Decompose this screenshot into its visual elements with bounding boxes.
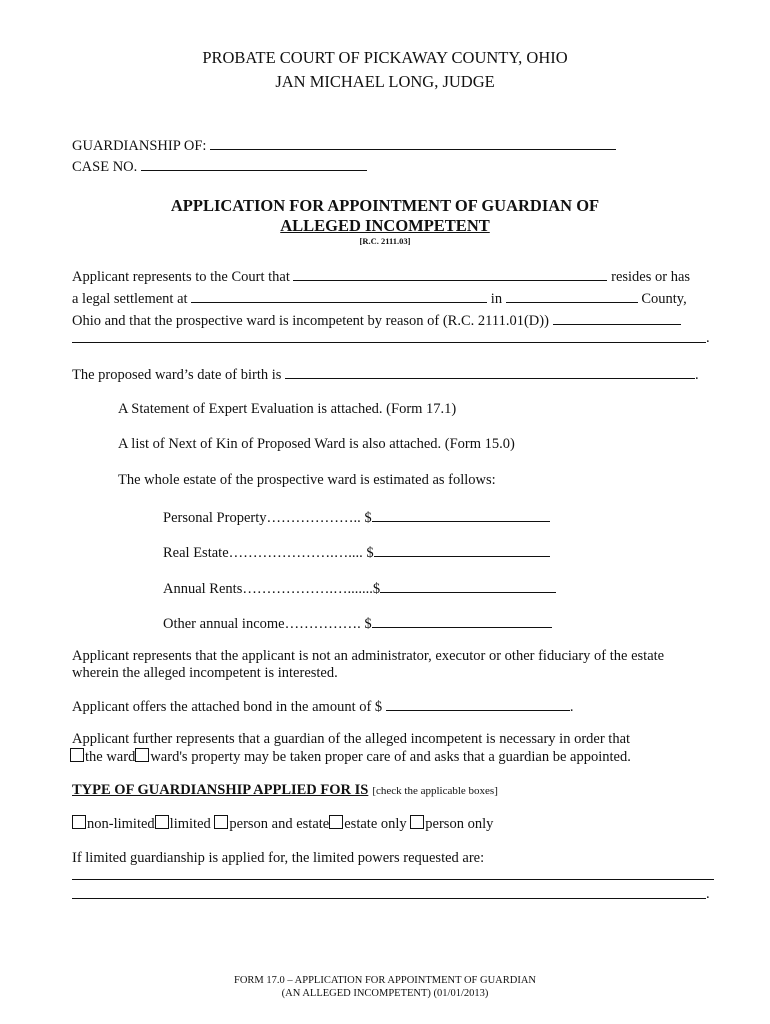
other-income-label: Other annual income……………. $ bbox=[163, 616, 372, 632]
other-income-field[interactable] bbox=[372, 613, 552, 628]
annual-rents-row bbox=[163, 578, 556, 598]
non-limited-checkbox[interactable] bbox=[72, 815, 86, 829]
settlement-address-field[interactable] bbox=[191, 288, 487, 303]
next-of-kin-statement: A list of Next of Kin of Proposed Ward is also attached. (Form 15.0) bbox=[118, 436, 515, 452]
option-person-only[interactable] bbox=[410, 815, 493, 833]
personal-property-label: Personal Property……………….. $ bbox=[163, 510, 372, 526]
guardianship-type-hint: [check the applicable boxes] bbox=[372, 785, 498, 797]
guardianship-of-label: GUARDIANSHIP OF: bbox=[72, 138, 207, 154]
annual-rents-field[interactable] bbox=[380, 578, 556, 593]
necessary-line2 bbox=[70, 748, 631, 766]
person-and-estate-checkbox[interactable] bbox=[214, 815, 228, 829]
not-fiduciary-line1: Applicant represents that the applicant is not an administrator, executor or other fiduciary of the estate bbox=[72, 648, 665, 664]
limited-powers-line1[interactable] bbox=[72, 879, 714, 880]
representation-line3: Ohio and that the prospective ward is incompetent by reason of (R.C. 2111.01(D)) bbox=[72, 310, 681, 330]
wards-property-checkbox[interactable] bbox=[135, 748, 149, 762]
guardianship-type-heading: TYPE OF GUARDIANSHIP APPLIED FOR IS bbox=[72, 782, 369, 798]
option-person-and-estate[interactable] bbox=[214, 815, 329, 833]
real-estate-label: Real Estate………………….….... $ bbox=[163, 545, 374, 561]
limited-powers-period: . bbox=[706, 886, 710, 902]
applicant-name-field[interactable] bbox=[293, 266, 607, 281]
form-title-line1: APPLICATION FOR APPOINTMENT OF GUARDIAN OF bbox=[170, 196, 600, 215]
incompetence-reason-field[interactable] bbox=[553, 310, 681, 325]
person-only-checkbox[interactable] bbox=[410, 815, 424, 829]
expert-evaluation-statement: A Statement of Expert Evaluation is attached. (Form 17.1) bbox=[118, 401, 457, 417]
representation-line2: a legal settlement at in County, bbox=[72, 288, 687, 308]
judge-name: JAN MICHAEL LONG, JUDGE bbox=[275, 72, 495, 91]
estate-only-label: estate only bbox=[344, 816, 407, 832]
form-footer-line1: FORM 17.0 – APPLICATION FOR APPOINTMENT OF GUARDIAN bbox=[233, 975, 536, 986]
person-and-estate-label: person and estate bbox=[229, 816, 330, 832]
other-income-row bbox=[163, 613, 552, 633]
county-field[interactable] bbox=[506, 288, 638, 303]
dob-row: The proposed ward’s date of birth is . bbox=[72, 364, 699, 384]
case-number-field[interactable] bbox=[141, 156, 367, 171]
limited-label: limited bbox=[169, 816, 211, 832]
wards-property-label: ward's property may be taken proper care of and asks that a guardian be appointed. bbox=[150, 749, 631, 765]
reason-period: . bbox=[706, 330, 710, 346]
bond-label: Applicant offers the attached bond in the amount of $ bbox=[72, 699, 383, 715]
person-only-label: person only bbox=[425, 816, 494, 832]
estate-only-checkbox[interactable] bbox=[329, 815, 343, 829]
case-number-row bbox=[72, 156, 367, 176]
representation-line1: Applicant represents to the Court that resides or has bbox=[72, 266, 690, 286]
guardianship-type-options bbox=[72, 815, 493, 833]
limited-powers-line2[interactable] bbox=[72, 898, 706, 899]
option-non-limited[interactable] bbox=[72, 815, 155, 833]
guardianship-type-heading-row bbox=[72, 781, 498, 799]
limited-powers-label: If limited guardianship is applied for, the limited powers requested are: bbox=[72, 850, 485, 866]
non-limited-label: non-limited bbox=[87, 816, 155, 832]
statute-reference: [R.C. 2111.03] bbox=[359, 236, 411, 246]
form-title-line2: ALLEGED INCOMPETENT bbox=[280, 216, 490, 235]
real-estate-field[interactable] bbox=[374, 542, 550, 557]
personal-property-row bbox=[163, 507, 550, 527]
dob-label: The proposed ward’s date of birth is bbox=[72, 367, 282, 383]
court-name: PROBATE COURT OF PICKAWAY COUNTY, OHIO bbox=[202, 48, 568, 67]
necessary-line1: Applicant further represents that a guardian of the alleged incompetent is necessary in order that bbox=[72, 731, 631, 747]
option-limited[interactable] bbox=[155, 815, 211, 833]
estate-intro: The whole estate of the prospective ward is estimated as follows: bbox=[118, 472, 496, 488]
bond-row: Applicant offers the attached bond in the amount of $ . bbox=[72, 696, 573, 716]
not-fiduciary-line2: wherein the alleged incompetent is interested. bbox=[72, 665, 338, 681]
incompetence-reason-continued-line[interactable] bbox=[72, 342, 706, 343]
the-ward-label: the ward bbox=[85, 749, 136, 765]
case-number-label: CASE NO. bbox=[72, 159, 138, 175]
personal-property-field[interactable] bbox=[372, 507, 550, 522]
limited-checkbox[interactable] bbox=[155, 815, 169, 829]
the-ward-checkbox[interactable] bbox=[70, 748, 84, 762]
bond-amount-field[interactable] bbox=[386, 696, 570, 711]
real-estate-row bbox=[163, 542, 550, 562]
guardianship-of-row bbox=[72, 135, 616, 155]
dob-field[interactable] bbox=[285, 364, 695, 379]
form-footer-line2: (AN ALLEGED INCOMPETENT) (01/01/2013) bbox=[281, 988, 489, 999]
option-estate-only[interactable] bbox=[329, 815, 406, 833]
annual-rents-label: Annual Rents……………….….......$ bbox=[163, 581, 381, 597]
guardianship-of-field[interactable] bbox=[210, 135, 616, 150]
